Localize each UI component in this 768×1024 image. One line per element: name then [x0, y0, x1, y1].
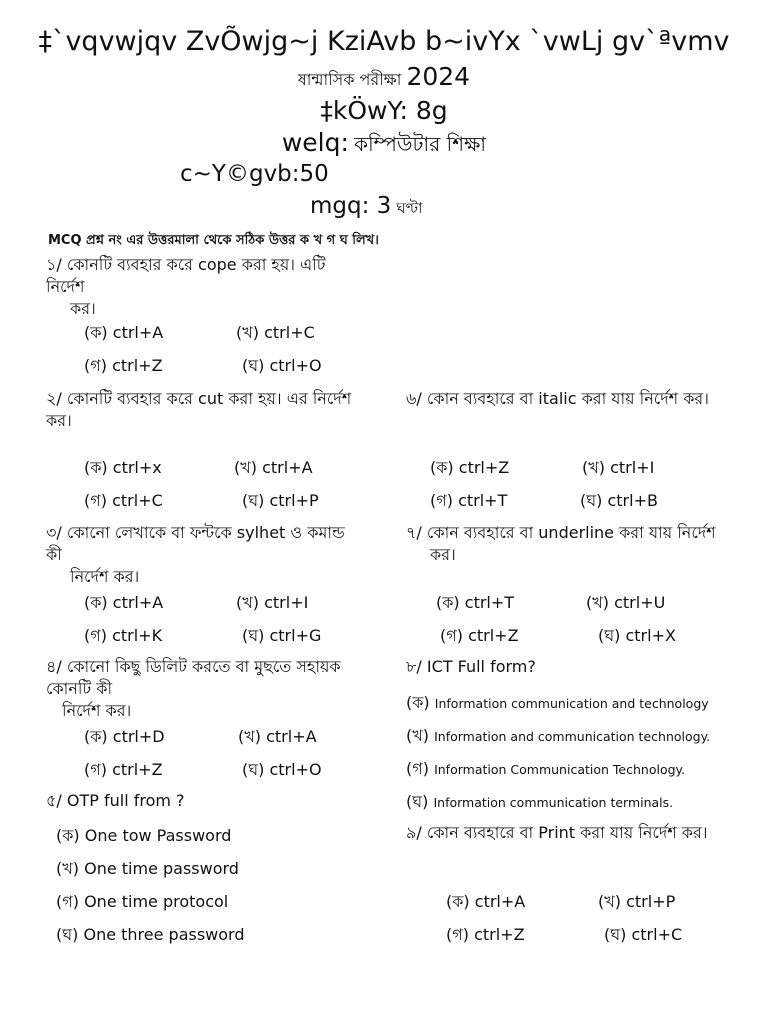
option: (ক) Information communication and technology — [406, 693, 709, 712]
exam-line — [0, 62, 768, 94]
time-unit: ঘণ্টা — [396, 199, 423, 217]
question-4 — [46, 656, 366, 722]
option: (খ) One time password — [56, 859, 239, 878]
option: (ঘ) ctrl+C — [604, 925, 683, 944]
option: (ঘ) ctrl+P — [242, 491, 319, 510]
question-text: ICT Full form? — [426, 657, 536, 676]
question-number: ৩/ — [46, 523, 62, 542]
option: (গ) ctrl+Z — [440, 626, 519, 645]
option: (গ) Information Communication Technology. — [406, 759, 686, 778]
option: (গ) ctrl+T — [430, 491, 508, 510]
option: (গ) ctrl+K — [84, 626, 163, 645]
question-text: কোনটি ব্যবহার করে cope করা হয়। এটি নির্দেশ — [46, 255, 326, 296]
time-label: mgq: 3 — [310, 193, 392, 219]
option: (ক) ctrl+A — [446, 892, 526, 911]
option: (ক) ctrl+x — [84, 458, 162, 477]
question-2 — [46, 388, 366, 432]
option: (গ) ctrl+C — [84, 491, 163, 510]
question-text: কোনো লেখাকে বা ফন্টকে sylhet ও কমান্ড কী — [46, 523, 345, 564]
question-text: কোনো কিছু ডিলিট করতে বা মুছতে সহায়ক কোনটি কী — [46, 657, 341, 698]
option: (খ) ctrl+U — [586, 593, 666, 612]
question-number: ২/ — [46, 389, 62, 408]
option: (খ) ctrl+I — [236, 593, 309, 612]
question-tail: নির্দেশ কর। — [62, 701, 132, 720]
time-line — [310, 192, 422, 222]
subject-value: কম্পিউটার শিক্ষা — [354, 132, 487, 156]
question-text: কোন ব্যবহারে বা italic করা যায় নির্দেশ কর। — [426, 389, 709, 408]
option: (গ) One time protocol — [56, 892, 229, 911]
question-6 — [406, 388, 726, 410]
option: (ক) ctrl+D — [84, 727, 165, 746]
question-9 — [406, 822, 726, 844]
question-7 — [406, 522, 726, 566]
option: (ক) ctrl+A — [84, 593, 164, 612]
option: (ঘ) ctrl+O — [242, 356, 322, 375]
question-5 — [46, 790, 366, 812]
full-marks: c~Y©gvb:50 — [180, 161, 329, 187]
question-text: কোন ব্যবহারে বা underline করা যায় নির্দেশ — [426, 523, 716, 542]
option: (ক) One tow Password — [56, 826, 232, 845]
option: (ঘ) ctrl+B — [580, 491, 658, 510]
question-number: ৪/ — [46, 657, 62, 676]
subject-line — [0, 128, 768, 163]
question-3 — [46, 522, 346, 588]
question-1 — [46, 254, 346, 320]
option: (গ) ctrl+Z — [446, 925, 525, 944]
question-tail: নির্দেশ কর। — [70, 567, 140, 586]
option: (ঘ) Information communication terminals. — [406, 792, 674, 811]
question-number: ১/ — [46, 255, 62, 274]
option: (খ) Information and communication technology. — [406, 726, 711, 745]
option: (খ) ctrl+A — [234, 458, 313, 477]
question-number: ৮/ — [406, 657, 422, 676]
subject-label: welq: — [281, 128, 349, 157]
instruction-line: MCQ প্রশ্ন নং এর উত্তরমালা থেকে সঠিক উত্তর ক খ গ ঘ লিখ। — [48, 233, 379, 248]
option: (ঘ) ctrl+O — [242, 760, 322, 779]
option: (ক) ctrl+T — [436, 593, 515, 612]
question-text: কোনটি ব্যবহার করে cut করা হয়। এর নির্দেশ কর। — [46, 389, 352, 430]
option: (ঘ) One three password — [56, 925, 245, 944]
question-text: কোন ব্যবহারে বা Print করা যায় নির্দেশ কর। — [426, 823, 708, 842]
question-tail: কর। — [70, 299, 96, 318]
exam-year: 2024 — [406, 62, 471, 91]
question-8 — [406, 656, 726, 678]
option: (গ) ctrl+Z — [84, 760, 163, 779]
option: (ঘ) ctrl+G — [242, 626, 322, 645]
option: (খ) ctrl+I — [582, 458, 655, 477]
question-number: ৫/ — [46, 791, 62, 810]
exam-name: ষান্মাসিক পরীক্ষা — [297, 70, 402, 89]
question-text: OTP full from ? — [66, 791, 185, 810]
question-number: ৬/ — [406, 389, 422, 408]
option: (ক) ctrl+Z — [430, 458, 510, 477]
option: (খ) ctrl+P — [598, 892, 676, 911]
question-number: ৯/ — [406, 823, 422, 842]
option: (গ) ctrl+Z — [84, 356, 163, 375]
question-number: ৭/ — [406, 523, 422, 542]
school-title: ‡`vqvwjqv ZvÕwjg~j KziAvb b~ivYx `vwLj gv`ªvmv — [38, 26, 730, 57]
option: (খ) ctrl+A — [238, 727, 317, 746]
option: (ক) ctrl+A — [84, 323, 164, 342]
class-line: ‡kÖwY: 8g — [320, 96, 448, 125]
option: (খ) ctrl+C — [236, 323, 315, 342]
option: (ঘ) ctrl+X — [598, 626, 676, 645]
question-tail: কর। — [430, 545, 456, 564]
